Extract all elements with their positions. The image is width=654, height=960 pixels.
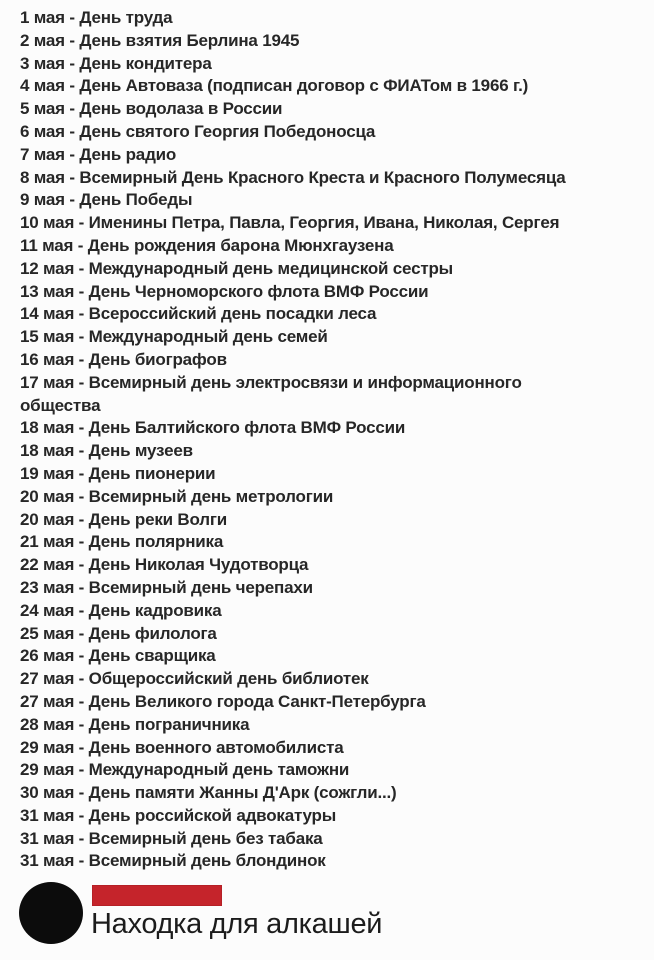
holiday-list-line: 16 мая - День биографов [20, 349, 227, 369]
avatar-redacted[interactable] [19, 882, 83, 944]
holiday-list-line: 20 мая - Всемирный день метрологии [20, 486, 334, 506]
holiday-list-line: 11 мая - День рождения барона Мюнхгаузена [20, 235, 394, 255]
holiday-list-line: 29 мая - День военного автомобилиста [20, 737, 344, 757]
holiday-list-line: 1 мая - День труда [20, 8, 173, 27]
holiday-list-line: 29 мая - Международный день таможни [20, 760, 350, 780]
holiday-list-line: общества [20, 395, 101, 415]
holiday-list-line: 22 мая - День Николая Чудотворца [20, 555, 309, 575]
holiday-list-line: 19 мая - День пионерии [20, 463, 216, 483]
holiday-list-line: 8 мая - Всемирный День Красного Креста и Красного Полумесяца [20, 167, 566, 187]
holiday-list-line: 9 мая - День Победы [20, 190, 193, 210]
holiday-list-line: 30 мая - День памяти Жанны Д'Арк (сожгли...) [20, 783, 397, 803]
username-redaction-bar [92, 885, 222, 906]
holiday-list-line: 5 мая - День водолаза в России [20, 99, 283, 119]
holiday-list-line: 17 мая - Всемирный день электросвязи и информационного [20, 372, 522, 392]
holiday-list-line: 13 мая - День Черноморского флота ВМФ России [20, 281, 429, 301]
holiday-list-line: 27 мая - Общероссийский день библиотек [20, 669, 369, 689]
holiday-list-line: 31 мая - Всемирный день без табака [20, 828, 323, 848]
holiday-list-line: 12 мая - Международный день медицинской сестры [20, 258, 453, 278]
holiday-list-line: 18 мая - День музеев [20, 441, 193, 461]
holiday-list-line: 6 мая - День святого Георгия Победоносца [20, 121, 376, 141]
holiday-list-line: 3 мая - День кондитера [20, 53, 212, 73]
holiday-list-line: 14 мая - Всероссийский день посадки леса [20, 304, 377, 324]
holiday-list-line: 7 мая - День радио [20, 144, 177, 164]
holiday-list-line: 18 мая - День Балтийского флота ВМФ России [20, 418, 406, 438]
holiday-list-line: 26 мая - День сварщика [20, 646, 216, 666]
holiday-list-line: 10 мая - Именины Петра, Павла, Георгия, Ивана, Николая, Сергея [20, 213, 560, 233]
holiday-list-line: 28 мая - День пограничника [20, 714, 250, 734]
holiday-list-line: 27 мая - День Великого города Санкт-Петербурга [20, 691, 426, 711]
holiday-list-line: 31 мая - Всемирный день блондинок [20, 851, 326, 871]
holiday-list-line: 4 мая - День Автоваза (подписан договор с ФИАТом в 1966 г.) [20, 76, 529, 96]
holiday-list-line: 2 мая - День взятия Берлина 1945 [20, 30, 300, 50]
holiday-list-line: 25 мая - День филолога [20, 623, 217, 643]
caption-text: Находка для алкашей [91, 908, 383, 940]
holiday-list-line: 15 мая - Международный день семей [20, 327, 328, 347]
holiday-list [20, 7, 566, 873]
holiday-list-line: 31 мая - День российской адвокатуры [20, 805, 337, 825]
holiday-list-line: 24 мая - День кадровика [20, 600, 222, 620]
holiday-list-line: 20 мая - День реки Волги [20, 509, 227, 529]
holiday-list-line: 23 мая - Всемирный день черепахи [20, 577, 313, 597]
holiday-list-line: 21 мая - День полярника [20, 532, 224, 552]
